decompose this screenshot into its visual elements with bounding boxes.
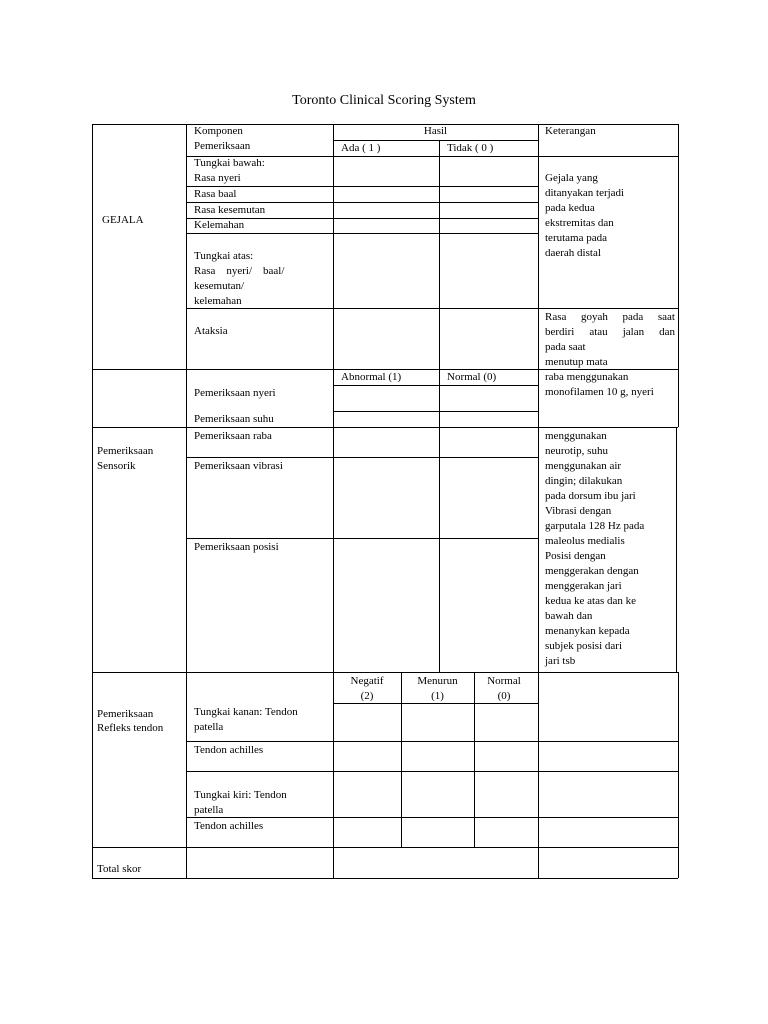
header-normal-refleks-score: (0) xyxy=(497,690,511,702)
header-hasil: Hasil xyxy=(423,125,448,137)
rasa-nyeri-label: Rasa nyeri xyxy=(194,172,241,184)
gejala-label: GEJALA xyxy=(102,214,144,226)
sensorik-label-line-2: Sensorik xyxy=(97,460,136,472)
keterangan-line: berdiri atau jalan dan xyxy=(545,326,675,338)
keterangan-line: maleolus medialis xyxy=(545,535,625,547)
header-normal-refleks: Normal xyxy=(487,675,521,687)
header-menurun-score: (1) xyxy=(431,690,444,702)
kiri-achilles-label: Tendon achilles xyxy=(194,820,264,832)
keterangan-line: menggunakan air xyxy=(545,460,622,472)
keterangan-line: ekstremitas dan xyxy=(545,217,614,229)
keterangan-line: jari tsb xyxy=(545,655,576,667)
ataksia-label: Ataksia xyxy=(194,325,228,337)
rasa-baal-label: Rasa baal xyxy=(194,188,237,200)
kelemahan-label: Kelemahan xyxy=(194,219,245,231)
tungkai-atas-label: Tungkai atas: xyxy=(194,250,254,262)
keterangan-sensorik-line: raba menggunakan xyxy=(545,371,629,383)
keterangan-line: garputala 128 Hz pada xyxy=(545,520,645,532)
keterangan-line: subjek posisi dari xyxy=(545,640,622,652)
kiri-patella-line-2: patella xyxy=(194,804,224,816)
keterangan-line: Gejala yang xyxy=(545,172,598,184)
keterangan-line: pada saat xyxy=(545,341,586,353)
header-menurun: Menurun xyxy=(417,675,458,687)
page-title: Toronto Clinical Scoring System xyxy=(292,93,476,108)
sensorik-label-line-1: Pemeriksaan xyxy=(97,445,154,457)
kanan-achilles-label: Tendon achilles xyxy=(194,744,264,756)
header-pemeriksaan: Pemeriksaan xyxy=(194,140,251,152)
header-abnormal: Abnormal (1) xyxy=(341,371,402,383)
header-komponen: Komponen xyxy=(194,125,243,137)
header-ada: Ada ( 1 ) xyxy=(341,142,381,154)
refleks-label-line-1: Pemeriksaan xyxy=(97,708,154,720)
tungkai-atas-line-4: kelemahan xyxy=(194,295,242,307)
refleks-label-line-2: Refleks tendon xyxy=(97,722,164,734)
pemeriksaan-nyeri-label: Pemeriksaan nyeri xyxy=(194,387,276,399)
header-tidak: Tidak ( 0 ) xyxy=(447,142,494,154)
kanan-patella-line-2: patella xyxy=(194,721,224,733)
header-negatif-score: (2) xyxy=(360,690,374,702)
pemeriksaan-suhu-label: Pemeriksaan suhu xyxy=(194,413,274,425)
keterangan-line: Posisi dengan xyxy=(545,550,606,562)
header-negatif: Negatif xyxy=(350,675,384,687)
total-skor-label: Total skor xyxy=(97,863,142,875)
tungkai-atas-line-3: kesemutan/ xyxy=(194,280,245,292)
keterangan-line: neurotip, suhu xyxy=(545,445,608,457)
kanan-patella-line-1: Tungkai kanan: Tendon xyxy=(194,706,298,718)
pemeriksaan-posisi-label: Pemeriksaan posisi xyxy=(194,541,279,553)
tungkai-atas-line-2: Rasa nyeri/ baal/ xyxy=(194,265,285,277)
keterangan-line: menutup mata xyxy=(545,356,608,368)
keterangan-line: pada dorsum ibu jari xyxy=(545,490,636,502)
header-keterangan: Keterangan xyxy=(545,125,596,137)
keterangan-sensorik-line: monofilamen 10 g, nyeri xyxy=(545,386,654,398)
keterangan-line: ditanyakan terjadi xyxy=(545,187,625,199)
header-normal: Normal (0) xyxy=(447,371,497,383)
tungkai-bawah-label: Tungkai bawah: xyxy=(194,157,265,169)
keterangan-line: daerah distal xyxy=(545,247,601,259)
keterangan-line: pada kedua xyxy=(545,202,595,214)
pemeriksaan-vibrasi-label: Pemeriksaan vibrasi xyxy=(194,460,283,472)
rasa-kesemutan-label: Rasa kesemutan xyxy=(194,204,266,216)
keterangan-line: Vibrasi dengan xyxy=(545,505,612,517)
keterangan-line: menggunakan xyxy=(545,430,607,442)
keterangan-line: menggerakan jari xyxy=(545,580,622,592)
keterangan-line: menanykan kepada xyxy=(545,625,630,637)
keterangan-line: terutama pada xyxy=(545,232,607,244)
keterangan-line: Rasa goyah pada saat xyxy=(545,311,675,323)
kiri-patella-line-1: Tungkai kiri: Tendon xyxy=(194,789,287,801)
keterangan-line: dingin; dilakukan xyxy=(545,475,623,487)
keterangan-line: kedua ke atas dan ke xyxy=(545,595,637,607)
keterangan-line: bawah dan xyxy=(545,610,593,622)
pemeriksaan-raba-label: Pemeriksaan raba xyxy=(194,430,272,442)
keterangan-line: menggerakan dengan xyxy=(545,565,639,577)
